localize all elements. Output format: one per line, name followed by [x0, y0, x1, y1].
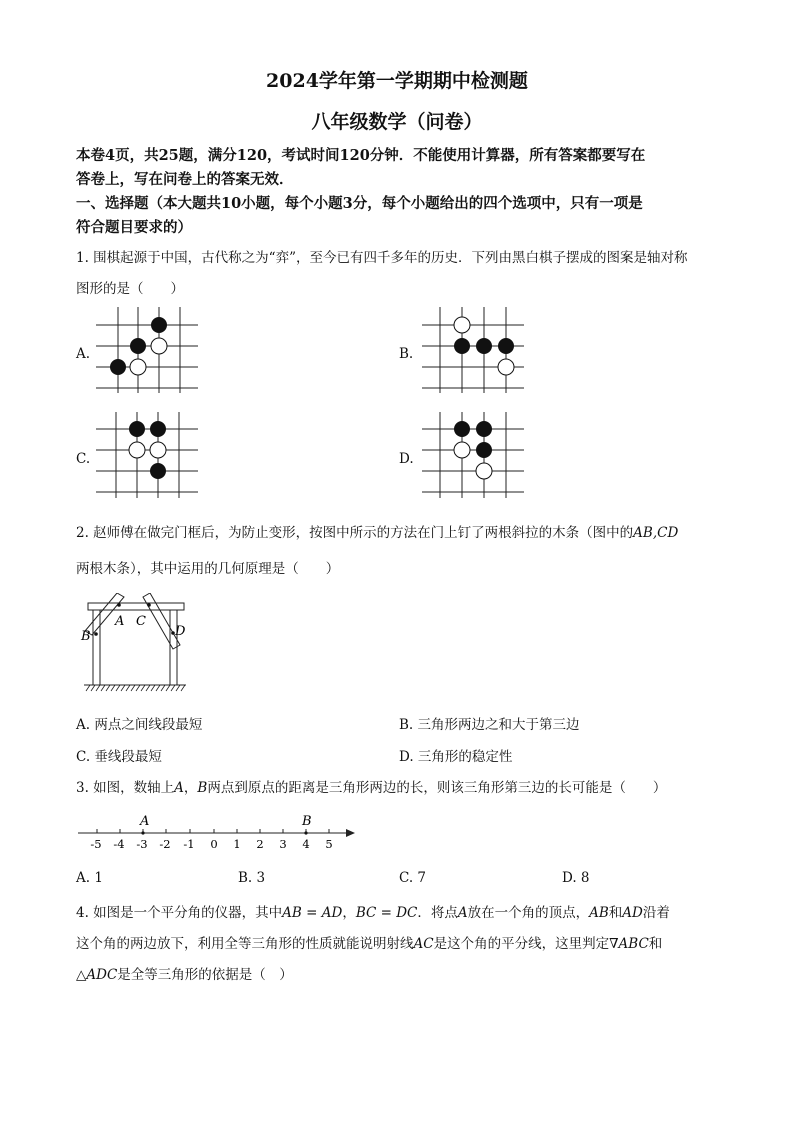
q3-option-a: A. 1 [76, 870, 103, 886]
q2-stem-line-1 [76, 521, 678, 541]
white-stone [454, 442, 470, 458]
q1-stem-line-2: 图形的是（ ） [76, 281, 184, 297]
q4-math: AB = AD [282, 905, 343, 921]
white-stone [476, 463, 492, 479]
q3-option-b: B. 3 [238, 870, 266, 886]
q2-option-d: D. 三角形的稳定性 [399, 749, 513, 765]
q4-text: 放在一个角的顶点， [467, 905, 590, 921]
tick-label: 3 [279, 837, 287, 851]
go-board-c [92, 410, 202, 500]
q4-text: 和 [648, 936, 663, 952]
q1-stem-line-1: 1. 围棋起源于中国，古代称之为“弈”，至今已有四千多年的历史．下列由黑白棋子摆成的图案是轴对称 [76, 250, 688, 266]
q2-option-a: A. 两点之间线段最短 [76, 717, 203, 733]
q3-stem-sep: ， [183, 780, 198, 796]
q4-math: AD [622, 905, 643, 921]
label-b: B [81, 629, 91, 644]
go-board-d [418, 410, 528, 500]
q3-stem-point-b: B [197, 780, 208, 796]
q3-stem-rest: 两点到原点的距离是三角形两边的长，则该三角形第三边的长可能是（ ） [207, 780, 667, 796]
q4-text: 沿着 [642, 905, 670, 921]
point-a-dot [141, 831, 144, 834]
black-stone [110, 359, 126, 375]
white-stone [151, 338, 167, 354]
white-stone [150, 442, 166, 458]
q2-stem-math: AB,CD [633, 525, 679, 541]
tick-label: 2 [256, 837, 264, 851]
q3-stem [76, 776, 666, 796]
q4-stem-line-1 [76, 901, 670, 921]
q4-text: 是全等三角形的依据是（ ） [117, 967, 293, 983]
q4-text: 和 [608, 905, 623, 921]
q4-text: ， [342, 905, 356, 921]
go-board-a [92, 305, 202, 395]
white-stone [498, 359, 514, 375]
nail-c [147, 603, 151, 607]
tick-label: 5 [325, 837, 333, 851]
black-stone [476, 338, 492, 354]
point-b-dot [304, 831, 307, 834]
white-stone [129, 442, 145, 458]
q1-option-c-label: C. [76, 451, 91, 467]
q4-text: 是这个角的平分线，这里判定 [433, 936, 610, 952]
tick-label: -2 [159, 837, 171, 851]
black-stone [454, 421, 470, 437]
q4-math: A [457, 905, 468, 921]
q2-stem-text: 2. 赵师傅在做完门框后，为防止变形，按图中所示的方法在门上钉了两根斜拉的木条（图中的 [76, 525, 634, 541]
tick-label: 0 [210, 837, 218, 851]
black-stone [150, 421, 166, 437]
q2-option-c: C. 垂线段最短 [76, 749, 162, 765]
label-d: D [175, 624, 186, 639]
q1-option-a-label: A. [76, 346, 91, 362]
q4-math: △ADC [76, 967, 118, 983]
q3-stem-text: 3. 如图，数轴上 [76, 780, 175, 796]
tick-label: -3 [136, 837, 148, 851]
point-a-label: A [140, 814, 150, 829]
label-a: A [115, 614, 125, 629]
instructions-line-2: 答卷上，写在问卷上的答案无效． [76, 171, 294, 188]
q4-text: 这个角的两边放下，利用全等三角形的性质就能说明射线 [76, 936, 414, 952]
number-line [76, 812, 358, 856]
q3-option-d: D. 8 [562, 870, 590, 886]
q4-stem-line-3 [76, 963, 293, 983]
page-title: 2024学年第一学期期中检测题 [266, 70, 528, 92]
q1-option-b-label: B. [399, 346, 414, 362]
q2-stem-line-2: 两根木条），其中运用的几何原理是（ ） [76, 561, 340, 577]
q4-math: AB [589, 905, 609, 921]
q1-option-d-label: D. [399, 451, 414, 467]
door-frame-figure [78, 593, 196, 693]
black-stone [129, 421, 145, 437]
q3-option-c: C. 7 [399, 870, 427, 886]
q4-math: BC = DC [355, 905, 418, 921]
q3-stem-point-a: A [174, 780, 184, 796]
tick-label: -5 [90, 837, 102, 851]
tick-label: 4 [302, 837, 310, 851]
white-stone [130, 359, 146, 375]
nail-a [117, 603, 121, 607]
black-stone [150, 463, 166, 479]
q4-stem-line-2 [76, 932, 662, 952]
black-stone [454, 338, 470, 354]
point-b-label: B [302, 814, 312, 829]
section-heading-line-2: 符合题目要求的） [76, 219, 192, 236]
nail-b [94, 632, 98, 636]
page-subtitle: 八年级数学（问卷） [311, 111, 483, 133]
section-heading-line-1: 一、选择题（本大题共10小题，每个小题3分，每个小题给出的四个选项中，只有一项是 [76, 195, 643, 212]
black-stone [151, 317, 167, 333]
tick-label: -1 [183, 837, 195, 851]
q4-math: ∇ABC [609, 936, 649, 952]
label-c: C [136, 614, 146, 629]
black-stone [476, 421, 492, 437]
tick-label: -4 [113, 837, 125, 851]
black-stone [476, 442, 492, 458]
tick-label: 1 [233, 837, 241, 851]
q4-math: AC [413, 936, 434, 952]
black-stone [130, 338, 146, 354]
q4-text: ．将点 [417, 905, 458, 921]
black-stone [498, 338, 514, 354]
q4-text: 4. 如图是一个平分角的仪器，其中 [76, 905, 283, 921]
white-stone [454, 317, 470, 333]
q2-option-b: B. 三角形两边之和大于第三边 [399, 717, 580, 733]
go-board-b [418, 305, 528, 395]
instructions-line-1: 本卷4页，共25题，满分120，考试时间120分钟．不能使用计算器，所有答案都要写在 [76, 147, 646, 164]
